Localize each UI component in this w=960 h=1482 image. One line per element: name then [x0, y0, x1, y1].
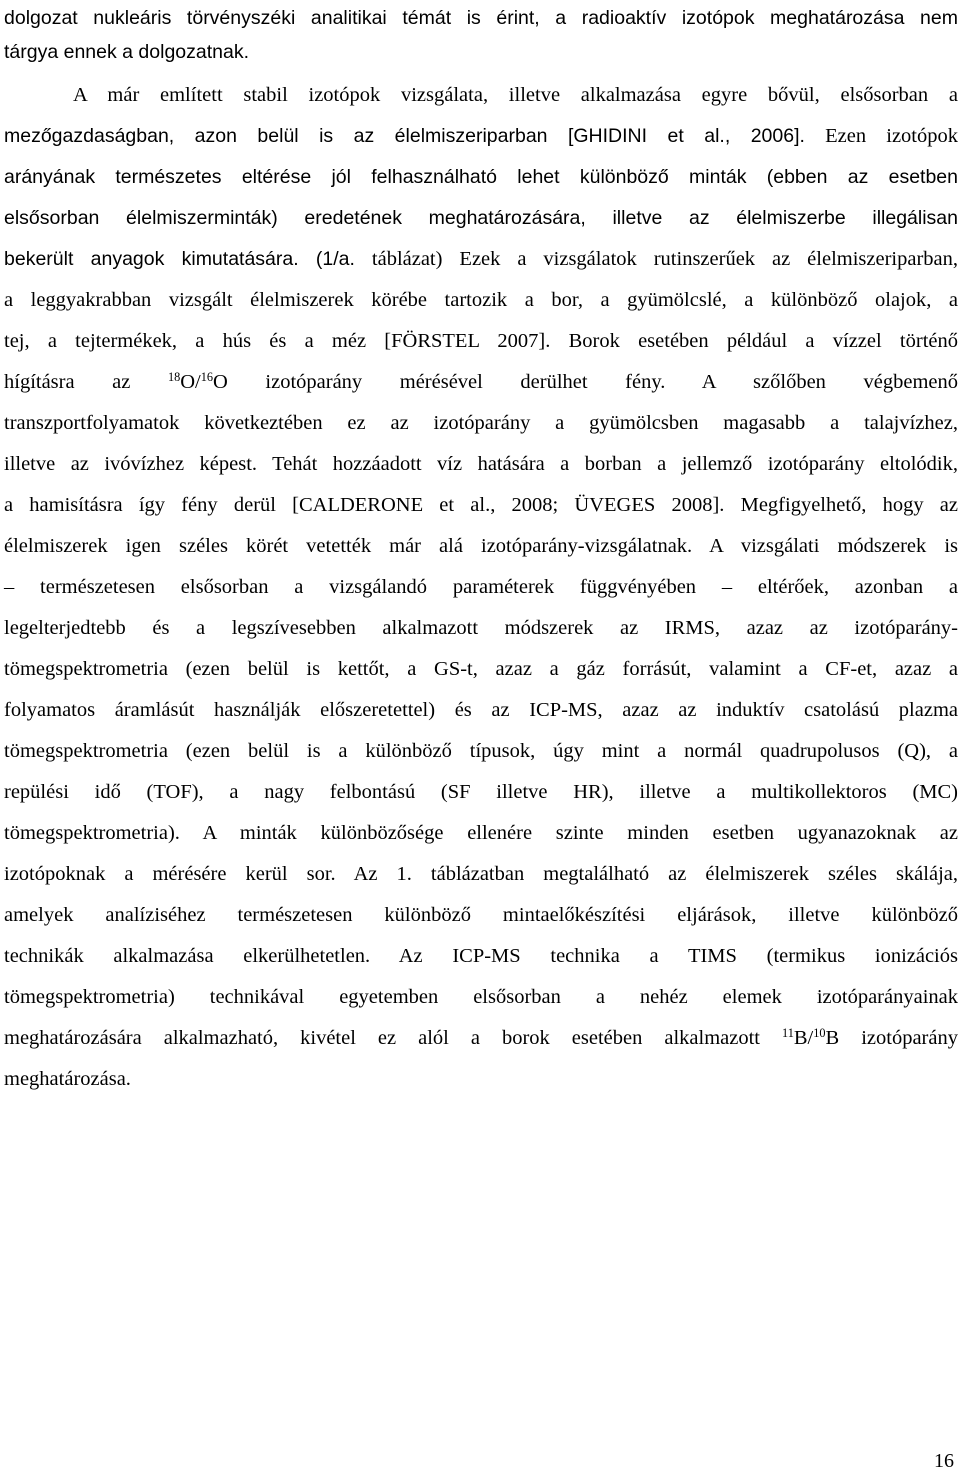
page-number: 16 — [934, 1450, 954, 1472]
paragraph-line: arányának természetes eltérése jól felhasználható lehet különböző minták (ebben az esetben — [4, 166, 958, 188]
paragraph-line: A már említett stabil izotópok vizsgálata, illetve alkalmazása egyre bővül, elsősorban a — [73, 84, 958, 106]
paragraph-line: a hamisításra így fény derül [CALDERONE et al., 2008; ÜVEGES 2008]. Megfigyelhető, hogy az — [4, 494, 958, 516]
paragraph-line: tömegspektrometria (ezen belül is a különböző típusok, úgy mint a normál quadrupolusos (Q), a — [4, 740, 958, 762]
paragraph-line: illetve az ivóvízhez képest. Tehát hozzáadott víz hatására a borban a jellemző izotóparány eltolódik, — [4, 453, 958, 475]
paragraph-line: legelterjedtebb és a legszívesebben alkalmazott módszerek az IRMS, azaz az izotóparány- — [4, 617, 958, 639]
paragraph-line: technikák alkalmazása elkerülhetetlen. Az ICP-MS technika a TIMS (termikus ionizációs — [4, 945, 958, 967]
paragraph-line: transzportfolyamatok következtében ez az izotóparány a gyümölcsben magasabb a talajvízhez, — [4, 412, 958, 434]
paragraph-line: a leggyakrabban vizsgált élelmiszerek körébe tartozik a bor, a gyümölcslé, a különböző olajok, a — [4, 289, 958, 311]
paragraph-line: amelyek analíziséhez természetesen különböző mintaelőkészítési eljárások, illetve különböző — [4, 904, 958, 926]
paragraph-line: tömegspektrometria (ezen belül is kettőt, a GS-t, azaz a gáz forrásút, valamint a CF-et, azaz a — [4, 658, 958, 680]
paragraph-line: tárgya ennek a dolgozatnak. — [4, 41, 250, 63]
paragraph-line: mezőgazdaságban, azon belül is az élelmiszeriparban [GHIDINI et al., 2006]. Ezen izotópok — [4, 125, 958, 147]
paragraph-line: tej, a tejtermékek, a hús és a méz [FÖRSTEL 2007]. Borok esetében például a vízzel történő — [4, 330, 958, 352]
paragraph-line: meghatározása. — [4, 1068, 131, 1090]
paragraph-line: meghatározására alkalmazható, kivétel ez alól a borok esetében alkalmazott $^{11}$B/$^{10}$B izotóparány — [4, 1026, 958, 1049]
paragraph-line: tömegspektrometria). A minták különbözősége ellenére szinte minden esetben ugyanazoknak az — [4, 822, 958, 844]
paragraph-line: – természetesen elsősorban a vizsgálandó paraméterek függvényében – eltérőek, azonban a — [4, 576, 958, 598]
paragraph-line: élelmiszerek igen széles körét vetették már alá izotóparány-vizsgálatnak. A vizsgálati módszerek is — [4, 535, 958, 557]
paragraph-line: tömegspektrometria) technikával egyetemben elsősorban a nehéz elemek izotóparányainak — [4, 986, 958, 1008]
superscript: 16 — [200, 370, 214, 385]
paragraph-line: bekerült anyagok kimutatására. (1/a. táblázat) Ezek a vizsgálatok rutinszerűek az élelmiszeriparban, — [4, 248, 958, 270]
superscript: 10 — [813, 1026, 826, 1041]
paragraph-line: repülési idő (TOF), a nagy felbontású (SF illetve HR), illetve a multikollektoros (MC) — [4, 781, 958, 803]
superscript: 11 — [782, 1026, 794, 1041]
paragraph-line: elsősorban élelmiszerminták) eredetének meghatározására, illetve az élelmiszerbe illegálisan — [4, 207, 958, 229]
paragraph-line: hígításra az $^{18}$O/$^{16}$O izotóparány mérésével derülhet fény. A szőlőben végbemenő — [4, 370, 958, 393]
paragraph-line: folyamatos áramlásút használják előszeretettel) és az ICP-MS, azaz az induktív csatolású plazma — [4, 699, 958, 721]
superscript: 18 — [167, 370, 181, 385]
paragraph-line: dolgozat nukleáris törvényszéki analitikai témát is érint, a radioaktív izotópok meghatározása nem — [4, 7, 958, 29]
paragraph-line: izotópoknak a mérésére kerül sor. Az 1. táblázatban megtalálható az élelmiszerek széles skálája, — [4, 863, 958, 885]
